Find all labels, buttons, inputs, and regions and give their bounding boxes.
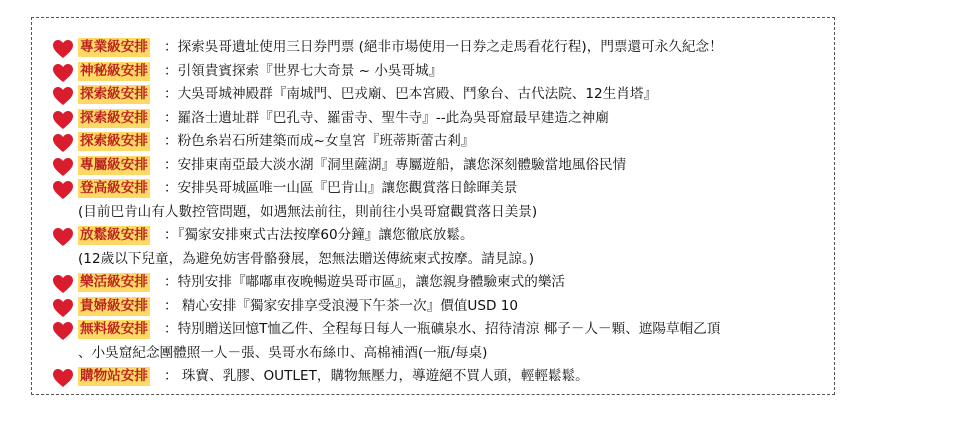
item-description: ：安排吳哥城區唯一山區『巴肯山』讓您觀賞落日餘暉美景 bbox=[164, 180, 518, 196]
item-continuation-text: (12歲以下兒童，為避免妨害骨骼發展，恕無法贈送傳統柬式按摩。請見諒。) bbox=[78, 250, 535, 267]
item-label-tag: 貴婦級安排 bbox=[80, 297, 148, 314]
list-item bbox=[52, 154, 832, 178]
heart-icon bbox=[52, 321, 74, 341]
list-item bbox=[52, 365, 832, 389]
heart-icon bbox=[52, 227, 74, 247]
list-item bbox=[52, 177, 832, 201]
itinerary-list bbox=[52, 36, 832, 389]
list-item-continuation bbox=[52, 342, 832, 366]
item-description: ：特別安排『嘟嘟車夜晚暢遊吳哥市區』，讓您親身體驗柬式的樂活 bbox=[164, 274, 566, 290]
heart-icon bbox=[52, 63, 74, 83]
item-label-tag: 登高級安排 bbox=[80, 180, 148, 196]
list-item bbox=[52, 60, 832, 84]
list-item bbox=[52, 224, 832, 248]
item-description: ： 珠寶、乳膠、OUTLET，購物無壓力，導遊絕不買人頭，輕輕鬆鬆。 bbox=[164, 368, 589, 384]
item-label-tag: 放鬆級安排 bbox=[80, 227, 148, 243]
list-item bbox=[52, 130, 832, 154]
item-description: ：引領貴賓探索『世界七大奇景 ~ 小吳哥城』 bbox=[164, 62, 443, 79]
list-item bbox=[52, 107, 832, 131]
heart-icon bbox=[52, 157, 74, 177]
item-description: ：特別贈送回憶T恤乙件、全程每日每人一瓶礦泉水、招待清涼 椰子－人－顆、遮陽草帽乙頂 bbox=[164, 321, 721, 337]
heart-icon bbox=[52, 274, 74, 294]
item-description: ：粉色糸岩石所建築而成~女皇宮『班蒂斯蕾古剎』 bbox=[164, 133, 475, 149]
list-item bbox=[52, 318, 832, 342]
list-item bbox=[52, 271, 832, 295]
item-label-tag: 神秘級安排 bbox=[80, 62, 148, 79]
item-description: ：探索吳哥遺址使用三日券門票 (絕非市場使用一日券之走馬看花行程)，門票還可永久紀念！ bbox=[164, 39, 723, 55]
item-description: ：羅洛士遺址群『巴孔寺、羅雷寺、聖牛寺』--此為吳哥窟最早建造之神廟 bbox=[164, 109, 609, 126]
item-label-tag: 無料級安排 bbox=[80, 321, 148, 337]
item-description: ：安排東南亞最大淡水湖『洞里薩湖』專屬遊船，讓您深刻體驗當地風俗民情 bbox=[164, 156, 627, 173]
item-continuation-text: (目前巴肯山有人數控管問題，如遇無法前往，則前往小吳哥窟觀賞落日美景) bbox=[78, 203, 538, 220]
list-item bbox=[52, 295, 832, 319]
heart-icon bbox=[52, 298, 74, 318]
item-label-tag: 探索級安排 bbox=[80, 109, 148, 126]
list-item bbox=[52, 83, 832, 107]
heart-icon bbox=[52, 368, 74, 388]
list-item-continuation bbox=[52, 201, 832, 225]
heart-icon bbox=[52, 110, 74, 130]
heart-icon bbox=[52, 180, 74, 200]
item-label-tag: 樂活級安排 bbox=[80, 274, 148, 290]
item-description: ：『獨家安排柬式古法按摩60分鐘』讓您徹底放鬆。 bbox=[164, 227, 474, 243]
item-label-tag: 專業級安排 bbox=[80, 39, 148, 55]
item-label-tag: 探索級安排 bbox=[80, 86, 148, 102]
heart-icon bbox=[52, 133, 74, 153]
item-continuation-text: 、小吳窟紀念團體照一人－張、吳哥水布絲巾、高棉補酒(一瓶/每桌) bbox=[78, 344, 488, 361]
item-label-tag: 購物站安排 bbox=[80, 368, 148, 384]
list-item-continuation bbox=[52, 248, 832, 272]
list-item bbox=[52, 36, 832, 60]
heart-icon bbox=[52, 39, 74, 59]
item-label-tag: 專屬級安排 bbox=[80, 156, 148, 173]
item-label-tag: 探索級安排 bbox=[80, 133, 148, 149]
item-description: ：大吳哥城神殿群『南城門、巴戎廟、巴本宮殿、鬥象台、古代法院、12生肖塔』 bbox=[164, 86, 658, 102]
item-description: ： 精心安排『獨家安排享受浪漫下午茶一次』價值USD 10 bbox=[164, 297, 519, 314]
heart-icon bbox=[52, 86, 74, 106]
